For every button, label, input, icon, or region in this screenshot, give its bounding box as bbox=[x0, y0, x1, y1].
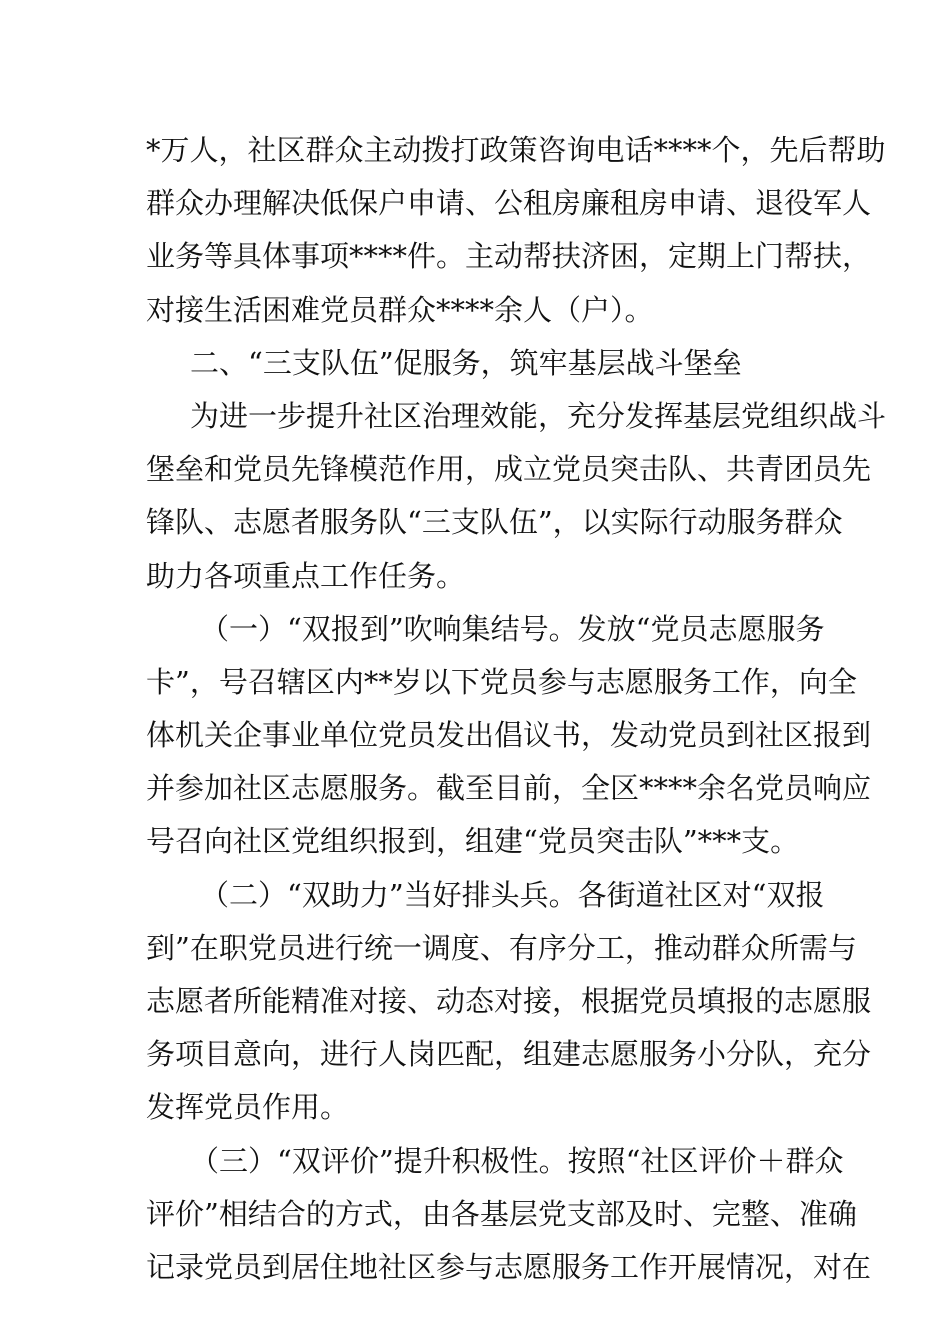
text-line: 锋队、志愿者服务队“三支队伍”，以实际行动服务群众 bbox=[146, 505, 843, 540]
text-line: 助力各项重点工作任务。 bbox=[146, 558, 466, 593]
text-line: 评价”相结合的方式，由各基层党支部及时、完整、准确 bbox=[146, 1196, 857, 1231]
text-line: 堡垒和党员先锋模范作用，成立党员突击队、共青团员先 bbox=[146, 452, 872, 487]
text-line: 志愿者所能精准对接、动态对接，根据党员填报的志愿服 bbox=[146, 984, 872, 1018]
subsection-line: （三）“双评价”提升积极性。按照“社区评价＋群众 bbox=[190, 1143, 844, 1178]
text-line: 为进一步提升社区治理效能，充分发挥基层党组织战斗 bbox=[190, 398, 887, 433]
text-line: 务项目意向，进行人岗匹配，组建志愿服务小分队，充分 bbox=[146, 1037, 872, 1072]
text-line: 并参加社区志愿服务。截至目前，全区****余名党员响应 bbox=[146, 771, 872, 806]
text-line: 卡”，号召辖区内**岁以下党员参与志愿服务工作，向全 bbox=[146, 664, 857, 699]
text-line: 记录党员到居住地社区参与志愿服务工作开展情况，对在 bbox=[146, 1249, 872, 1284]
text-line: 到”在职党员进行统一调度、有序分工，推动群众所需与 bbox=[146, 930, 857, 965]
text-line: 发挥党员作用。 bbox=[146, 1090, 350, 1125]
text-line: 体机关企事业单位党员发出倡议书，发动党员到社区报到 bbox=[146, 718, 872, 753]
text-line: 号召向社区党组织报到，组建“党员突击队”***支。 bbox=[146, 824, 800, 859]
subsection-line: （二）“双助力”当好排头兵。各街道社区对“双报 bbox=[200, 877, 825, 912]
text-line: 对接生活困难党员群众****余人（户）。 bbox=[146, 292, 654, 327]
text-line: 业务等具体事项****件。主动帮扶济困，定期上门帮扶， bbox=[146, 239, 872, 274]
section-heading: 二、“三支队伍”促服务，筑牢基层战斗堡垒 bbox=[190, 345, 742, 380]
text-line: *万人，社区群众主动拨打政策咨询电话****个，先后帮助 bbox=[146, 133, 886, 167]
document-body bbox=[146, 124, 887, 1294]
subsection-line: （一）“双报到”吹响集结号。发放“党员志愿服务 bbox=[200, 611, 825, 646]
text-line: 群众办理解决低保户申请、公租房廉租房申请、退役军人 bbox=[146, 186, 872, 221]
